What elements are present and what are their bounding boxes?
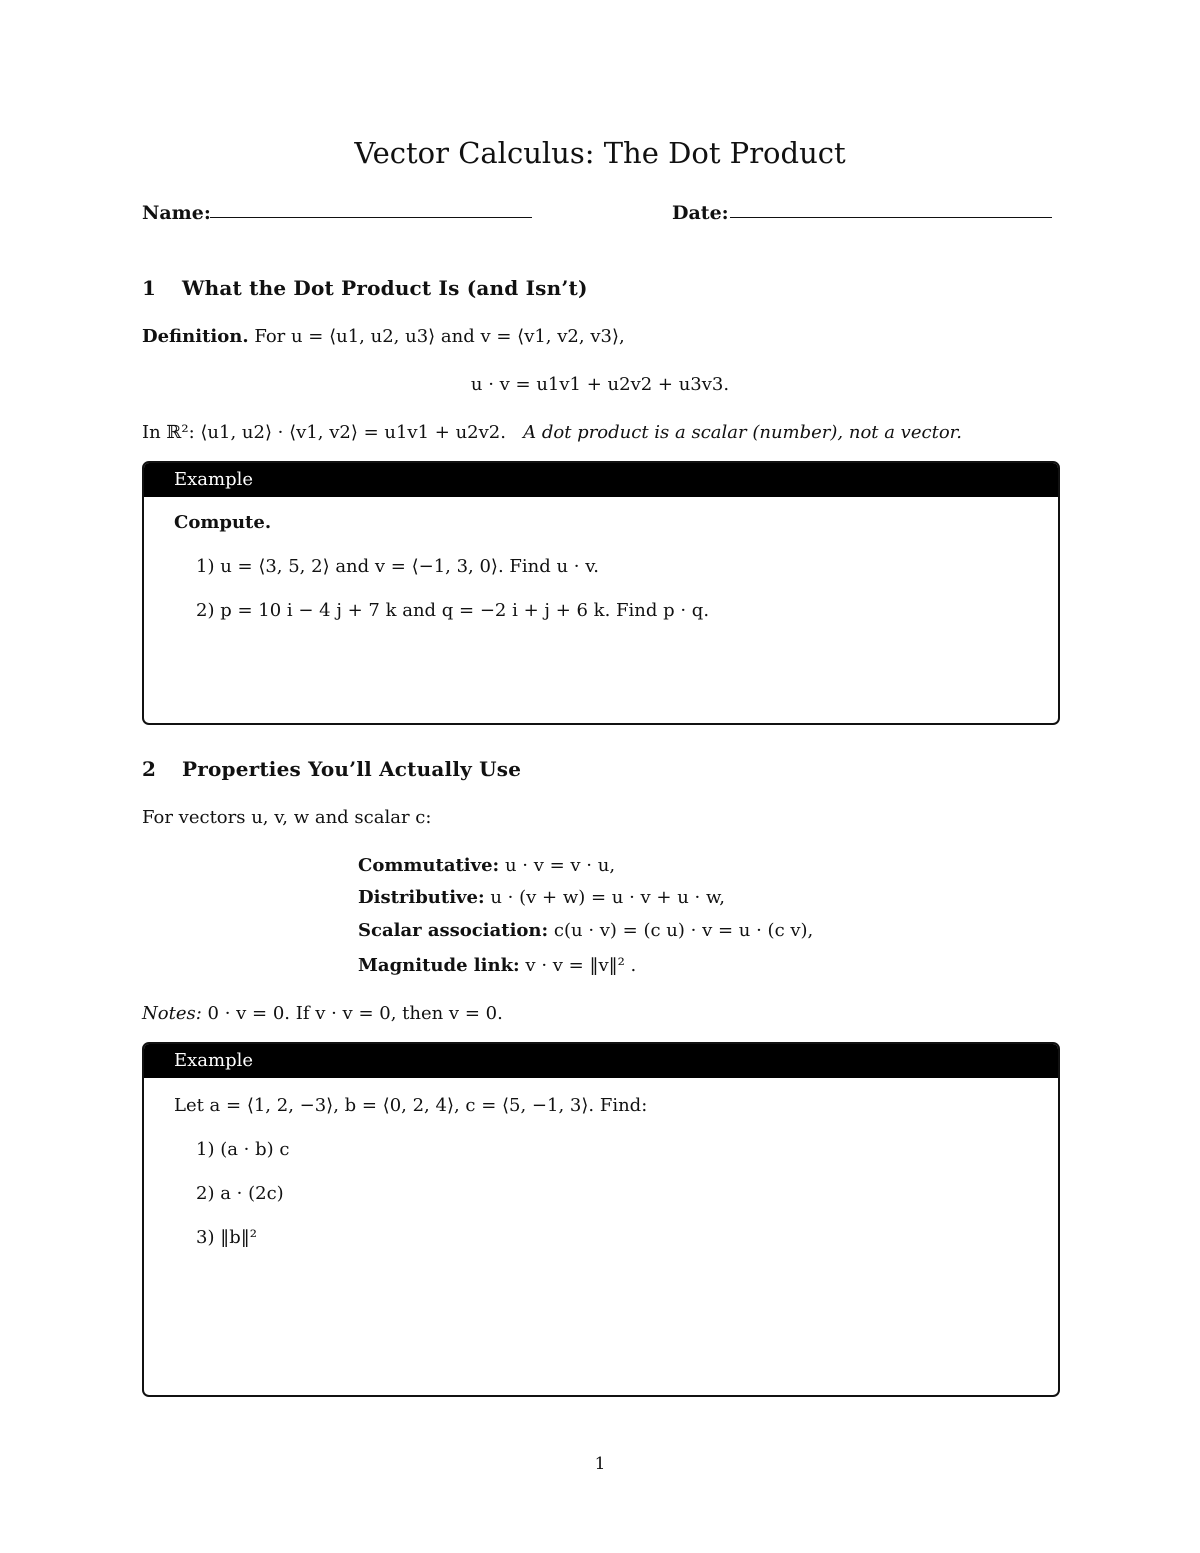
property-label: Scalar association: <box>358 920 549 941</box>
example-1-header: Example <box>144 463 1058 497</box>
section-1-heading <box>142 276 588 300</box>
r2-formula: In ℝ²: ⟨u1, u2⟩ · ⟨v1, v2⟩ = u1v1 + u2v2. <box>142 422 506 443</box>
properties-intro: For vectors u, v, w and scalar c: <box>142 807 432 828</box>
name-label: Name: <box>142 202 211 224</box>
definition-text: For u = ⟨u1, u2, u3⟩ and v = ⟨v1, v2, v3⟩, <box>254 326 625 347</box>
property-expr: v · v = ‖v‖² . <box>525 955 637 976</box>
property-commutative <box>358 855 615 876</box>
date-label: Date: <box>672 202 729 224</box>
date-field-line[interactable] <box>730 217 1052 218</box>
definition-line <box>142 326 625 347</box>
section-2-title: Properties You’ll Actually Use <box>182 757 522 781</box>
notes-line <box>142 1003 503 1024</box>
definition-label: Definition. <box>142 326 249 347</box>
section-1-number: 1 <box>142 276 157 300</box>
scalar-note: A dot product is a scalar (number), not a vector. <box>523 422 963 443</box>
name-field-line[interactable] <box>210 217 532 218</box>
section-1-title: What the Dot Product Is (and Isn’t) <box>182 276 588 300</box>
example-box-2 <box>142 1042 1060 1397</box>
property-scalar-association <box>358 920 813 941</box>
example-box-1 <box>142 461 1060 725</box>
example-2-item-2: 2) a · (2c) <box>196 1183 284 1204</box>
page-number: 1 <box>594 1454 606 1474</box>
example-2-item-3: 3) ‖b‖² <box>196 1227 257 1248</box>
notes-label: Notes: <box>142 1003 202 1024</box>
property-expr: u · (v + w) = u · v + u · w, <box>490 887 725 908</box>
dot-product-formula: u · v = u1v1 + u2v2 + u3v3. <box>470 374 730 395</box>
example-2-item-1: 1) (a · b) c <box>196 1139 290 1160</box>
example-2-prompt: Let a = ⟨1, 2, −3⟩, b = ⟨0, 2, 4⟩, c = ⟨5, −1, 3⟩. Find: <box>174 1095 648 1116</box>
property-expr: u · v = v · u, <box>504 855 616 876</box>
r2-line <box>142 422 962 443</box>
property-distributive <box>358 887 725 908</box>
property-expr: c(u · v) = (c u) · v = u · (c v), <box>553 920 814 941</box>
example-1-item-1: 1) u = ⟨3, 5, 2⟩ and v = ⟨−1, 3, 0⟩. Find u · v. <box>196 556 599 577</box>
section-2-heading <box>142 757 521 781</box>
page-title: Vector Calculus: The Dot Product <box>354 136 846 170</box>
property-magnitude-link <box>358 955 636 976</box>
property-label: Commutative: <box>358 855 500 876</box>
notes-text: 0 · v = 0. If v · v = 0, then v = 0. <box>207 1003 503 1024</box>
section-2-number: 2 <box>142 757 157 781</box>
property-label: Magnitude link: <box>358 955 520 976</box>
example-1-prompt: Compute. <box>174 512 272 533</box>
example-2-header: Example <box>144 1044 1058 1078</box>
property-label: Distributive: <box>358 887 485 908</box>
example-1-item-2: 2) p = 10 i − 4 j + 7 k and q = −2 i + j + 6 k. Find p · q. <box>196 600 710 621</box>
